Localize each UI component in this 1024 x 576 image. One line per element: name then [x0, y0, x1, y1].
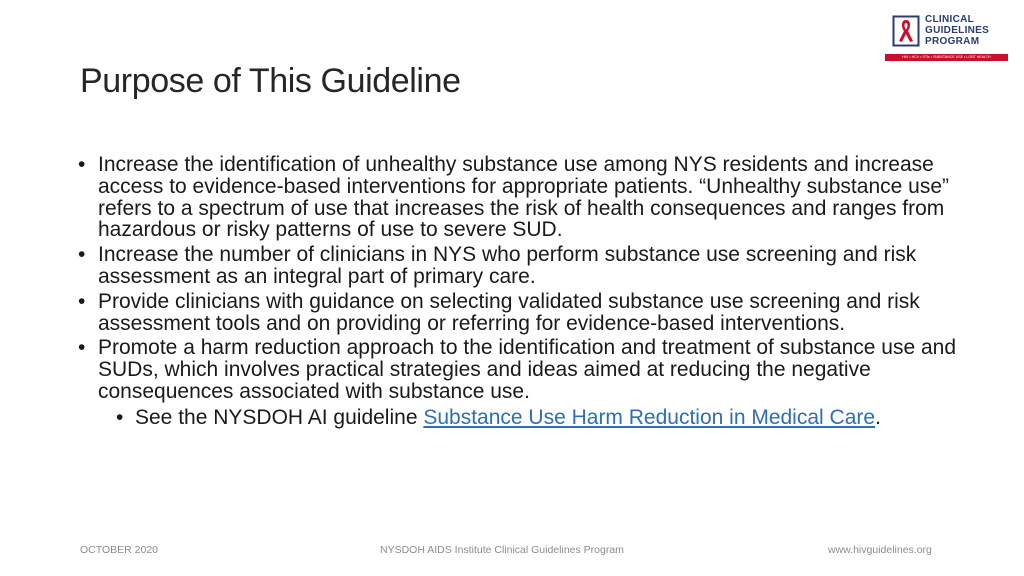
ribbon-icon — [892, 15, 920, 47]
sub-bullet-item — [78, 407, 958, 429]
sub-bullet-prefix: See the NYSDOH AI guideline — [135, 405, 424, 429]
bullet-list — [78, 154, 958, 429]
bullet-item — [78, 244, 958, 288]
bullet-glyph: • — [116, 405, 124, 429]
logo-line-1: CLINICAL — [925, 14, 975, 25]
bullet-text: Promote a harm reduction approach to the identification and treatment of substance use and SUDs, which involves practical strategies and ideas aimed at reducing the negative consequences associated with substance use. — [98, 336, 957, 403]
page-title: Purpose of This Guideline — [80, 62, 461, 100]
bullet-glyph: • — [78, 289, 86, 313]
footer-date: OCTOBER 2020 — [80, 544, 159, 556]
logo-wordmark — [925, 14, 1015, 47]
footer-url: www.hivguidelines.org — [828, 544, 932, 556]
bullet-glyph: • — [78, 243, 86, 267]
bullet-glyph: • — [78, 336, 86, 360]
bullet-item — [78, 337, 958, 402]
logo-line-3: PROGRAM — [925, 36, 980, 47]
footer-program: NYSDOH AIDS Institute Clinical Guidelines Program — [380, 544, 624, 556]
logo-tagline-bar: HIV • HCV • STIs • SUBSTANCE USE • LGBT HEALTH — [885, 54, 1008, 61]
bullet-item — [78, 291, 958, 335]
sub-bullet-suffix: . — [875, 405, 881, 429]
bullet-glyph: • — [78, 153, 86, 176]
bullet-text: Increase the number of clinicians in NYS who perform substance use screening and risk assessment as an integral part of primary care. — [98, 243, 917, 288]
bullet-text: Provide clinicians with guidance on selecting validated substance use screening and risk assessment tools and on providing or referring for evidence-based interventions. — [98, 289, 920, 335]
bullet-item — [78, 154, 958, 241]
logo-line-2: GUIDELINES — [925, 25, 990, 36]
clinical-guidelines-logo — [885, 12, 1010, 64]
guideline-link[interactable]: Substance Use Harm Reduction in Medical Care — [423, 405, 876, 429]
bullet-text: Increase the identification of unhealthy substance use among NYS residents and increase access to evidence-based interventions for appropriate patients. “Unhealthy substance use” refers to a spectrum of use that increases the risk of health consequences and ranges from hazardous or risky patterns of use to severe SUD. — [98, 153, 949, 242]
